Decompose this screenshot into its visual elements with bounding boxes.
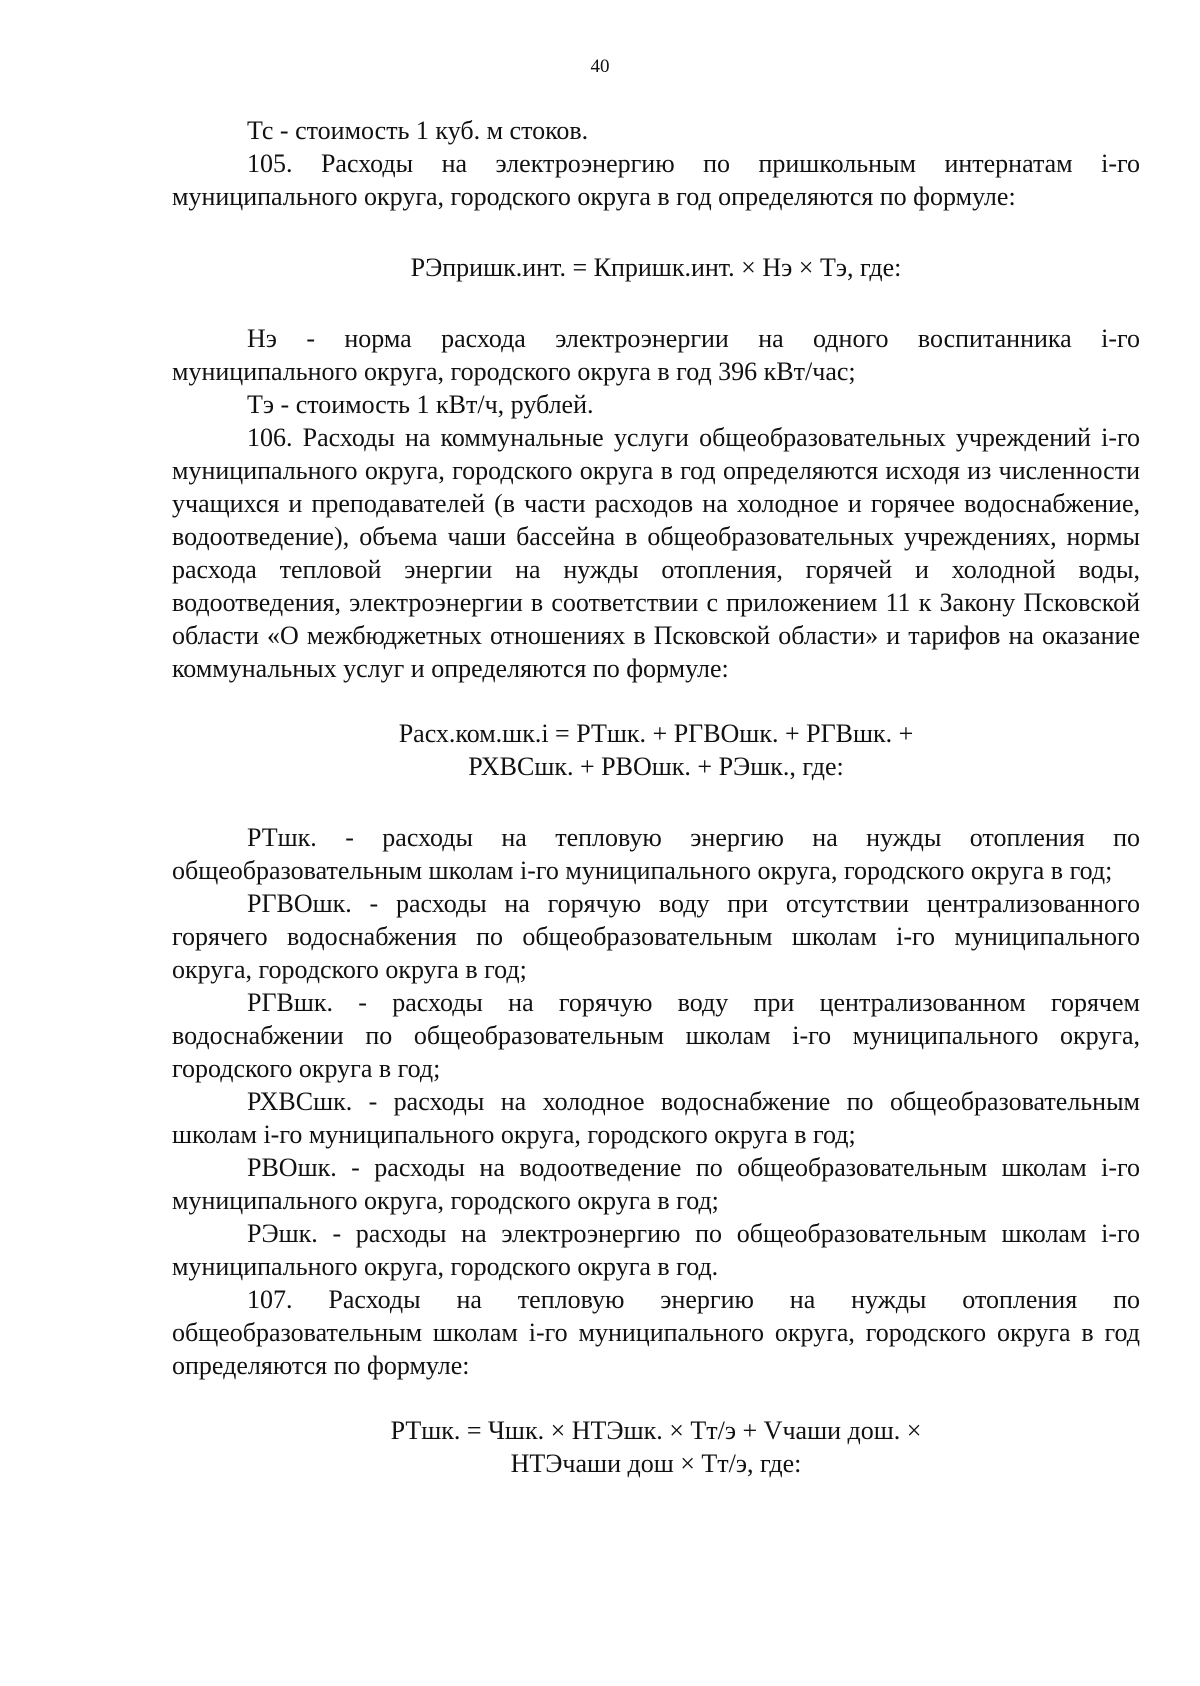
- formula-utilities-line-2: РХВСшк. + РВОшк. + РЭшк., где:: [468, 752, 844, 781]
- paragraph-te-definition: Тэ - стоимость 1 кВт/ч, рублей.: [247, 390, 594, 419]
- formula-heat-line-1: РТшк. = Чшк. × НТЭшк. × Тт/э + Vчаши дош. ×: [390, 1416, 922, 1445]
- paragraph-107: 107. Расходы на тепловую энергию на нужды отопления по общеобразовательным школам i-го муниципального округа, городского округа в год определяются по формуле:: [172, 1285, 1140, 1380]
- paragraph-rgvoshk-definition: РГВОшк. - расходы на горячую воду при отсутствии централизованного горячего водоснабжения по общеобразовательным школам i-го муниципального округа, городского округа в год;: [172, 889, 1140, 984]
- paragraph-106: 106. Расходы на коммунальные услуги общеобразовательных учреждений i-го муниципального округа, городского округа в год определяются исходя из численности учащихся и преподавателей (в части расходов на холодное и горячее водоснабжение, водоотведение), объема чаши бассейна в общеобразовательных учреждениях, нормы расхода тепловой энергии на нужды отопления, горячей и холодной воды, водоотведения, электроэнергии в соответствии с приложением 11 к Закону Псковской области «О межбюджетных отношениях в Псковской области» и тарифов на оказание коммунальных услуг и определяются по формуле:: [172, 423, 1140, 683]
- paragraph-tc-definition: Тс - стоимость 1 куб. м стоков.: [247, 116, 589, 145]
- formula-heat-line-2: НТЭчаши дош × Тт/э, где:: [510, 1449, 802, 1478]
- paragraph-rgvshk-definition: РГВшк. - расходы на горячую воду при централизованном горячем водоснабжении по общеобразовательным школам i-го муниципального округа, городского округа в год;: [172, 988, 1140, 1083]
- paragraph-ne-definition: Нэ - норма расхода электроэнергии на одного воспитанника i-го муниципального округа, городского округа в год 396 кВт/час;: [172, 324, 1140, 386]
- formula-utilities-line-1: Расх.ком.шк.i = РТшк. + РГВОшк. + РГВшк. +: [398, 719, 914, 748]
- page-number: 40: [590, 56, 610, 77]
- spacer: [172, 685, 1140, 717]
- paragraph-105: 105. Расходы на электроэнергию по пришкольным интернатам i-го муниципального округа, городского округа в год определяются по формуле:: [172, 149, 1140, 211]
- paragraph-rvoshk-definition: РВОшк. - расходы на водоотведение по общеобразовательным школам i-го муниципального округа, городского округа в год;: [172, 1153, 1140, 1215]
- paragraph-reshk-definition: РЭшк. - расходы на электроэнергию по общеобразовательным школам i-го муниципального округа, городского округа в год.: [172, 1219, 1140, 1281]
- document-body: [172, 114, 1140, 1480]
- paragraph-rhvsshk-definition: РХВСшк. - расходы на холодное водоснабжение по общеобразовательным школам i-го муниципального округа, городского округа в год;: [172, 1087, 1140, 1149]
- spacer: [172, 783, 1140, 821]
- spacer: [172, 284, 1140, 322]
- formula-electricity-boarding: РЭпришк.инт. = Кпришк.инт. × Нэ × Тэ, где:: [410, 253, 902, 282]
- spacer: [172, 213, 1140, 251]
- paragraph-rtshk-definition: РТшк. - расходы на тепловую энергию на нужды отопления по общеобразовательным школам i-го муниципального округа, городского округа в год;: [172, 823, 1140, 885]
- spacer: [172, 1382, 1140, 1414]
